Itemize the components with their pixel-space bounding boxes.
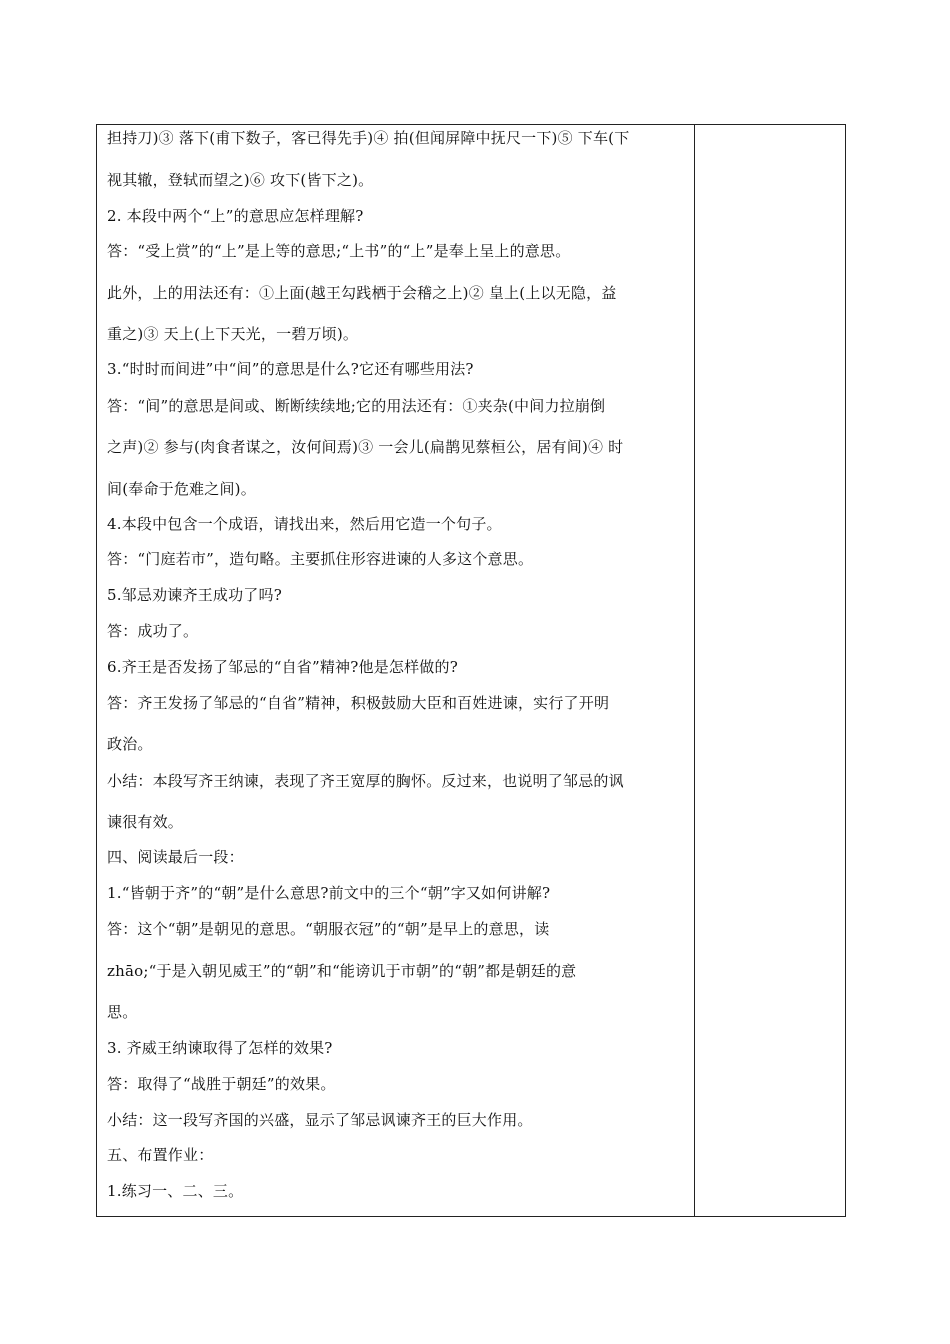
- text-line: 1.练习一、二、三。: [107, 1182, 244, 1200]
- content-column: [97, 125, 695, 1216]
- text-line: 重之)③ 天上(上下天光，一碧万顷)。: [107, 325, 359, 343]
- text-line: 4.本段中包含一个成语，请找出来，然后用它造一个句子。: [107, 515, 502, 533]
- text-line: 担持刀)③ 落下(甫下数子，客已得先手)④ 拍(但闻屏障中抚尺一下)⑤ 下车(下: [107, 129, 630, 147]
- text-line: 答：“受上赏”的“上”是上等的意思;“上书”的“上”是奉上呈上的意思。: [107, 242, 571, 260]
- text-line: 答：“间”的意思是间或、断断续续地;它的用法还有：①夹杂(中间力拉崩倒: [107, 397, 606, 415]
- notes-column: [695, 125, 845, 1216]
- text-line: 之声)② 参与(肉食者谋之，汝何间焉)③ 一会儿(扁鹊见蔡桓公，居有间)④ 时: [107, 438, 624, 456]
- text-line: 此外，上的用法还有：①上面(越王勾践栖于会稽之上)② 皇上(上以无隐，益: [107, 284, 617, 302]
- text-line: 间(奉命于危难之间)。: [107, 480, 256, 498]
- text-line: 小结：这一段写齐国的兴盛，显示了邹忌讽谏齐王的巨大作用。: [107, 1111, 533, 1129]
- text-line: zhāo;“于是入朝见威王”的“朝”和“能谤讥于市朝”的“朝”都是朝廷的意: [107, 962, 577, 980]
- text-line: 答：取得了“战胜于朝廷”的效果。: [107, 1075, 336, 1093]
- text-line: 1.“皆朝于齐”的“朝”是什么意思?前文中的三个“朝”字又如何讲解?: [107, 884, 551, 902]
- text-line: 四、阅读最后一段：: [107, 848, 244, 866]
- text-line: 政治。: [107, 735, 153, 753]
- text-line: 视其辙，登轼而望之)⑥ 攻下(皆下之)。: [107, 171, 374, 189]
- text-line: 答：成功了。: [107, 622, 199, 640]
- text-line: 答：“门庭若市”，造句略。主要抓住形容进谏的人多这个意思。: [107, 550, 534, 568]
- text-line: 3.“时时而间进”中“间”的意思是什么?它还有哪些用法?: [107, 360, 474, 378]
- text-line: 谏很有效。: [107, 813, 184, 831]
- text-line: 3. 齐威王纳谏取得了怎样的效果?: [107, 1039, 333, 1057]
- text-line: 小结：本段写齐王纳谏，表现了齐王宽厚的胸怀。反过来，也说明了邹忌的讽: [107, 772, 624, 790]
- text-line: 答：这个“朝”是朝见的意思。“朝服衣冠”的“朝”是早上的意思，读: [107, 920, 550, 938]
- text-line: 2. 本段中两个“上”的意思应怎样理解?: [107, 207, 364, 225]
- text-line: 五、布置作业：: [107, 1146, 214, 1164]
- text-line: 思。: [107, 1003, 138, 1021]
- text-line: 答：齐王发扬了邹忌的“自省”精神，积极鼓励大臣和百姓进谏，实行了开明: [107, 694, 610, 712]
- text-line: 5.邹忌劝谏齐王成功了吗?: [107, 586, 282, 604]
- lesson-table: [96, 124, 846, 1217]
- text-line: 6.齐王是否发扬了邹忌的“自省”精神?他是怎样做的?: [107, 658, 458, 676]
